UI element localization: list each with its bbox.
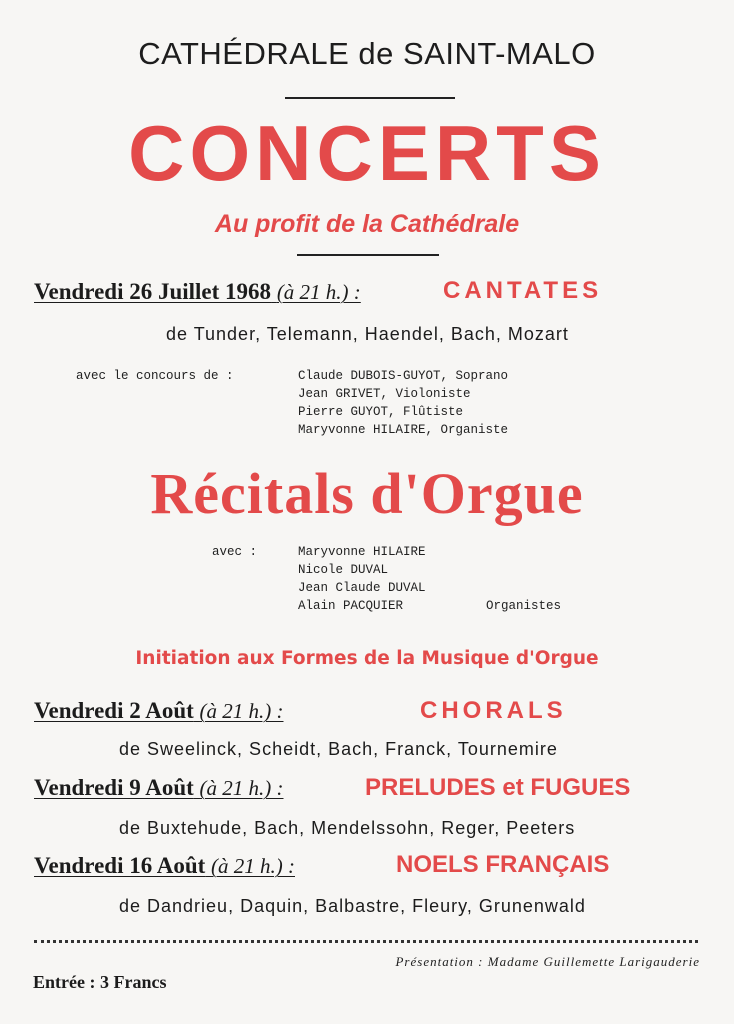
cantates-program: CANTATES bbox=[443, 277, 603, 304]
organist-item: Maryvonne HILAIRE bbox=[298, 545, 426, 559]
cantates-performers bbox=[298, 367, 508, 439]
cantates-date: Vendredi 26 Juillet 1968 bbox=[34, 279, 272, 304]
event-program: PRELUDES et FUGUES bbox=[365, 774, 631, 801]
recitals-with-label: avec : bbox=[212, 545, 258, 559]
event-date: Vendredi 16 Août bbox=[34, 853, 206, 878]
performer-item: Maryvonne HILAIRE, Organiste bbox=[298, 423, 509, 437]
event-date-line bbox=[34, 775, 284, 801]
event-composers: de Dandrieu, Daquin, Balbastre, Fleury, Grunenwald bbox=[119, 896, 586, 916]
cantates-time: (à 21 h.) : bbox=[276, 280, 361, 304]
event-date: Vendredi 9 Août bbox=[34, 775, 194, 800]
presentation-credit: Présentation : Madame Guillemette Larigauderie bbox=[395, 954, 700, 969]
performer-item: Jean GRIVET, Violoniste bbox=[298, 387, 471, 401]
event-program: CHORALS bbox=[420, 697, 567, 724]
organist-item: Jean Claude DUVAL bbox=[298, 581, 426, 595]
event-time: (à 21 h.) : bbox=[211, 854, 295, 878]
performer-item: Pierre GUYOT, Flûtiste bbox=[298, 405, 464, 419]
main-title: CONCERTS bbox=[128, 109, 606, 197]
dotted-divider bbox=[34, 940, 698, 943]
event-date: Vendredi 2 Août bbox=[34, 698, 194, 723]
event-date-line bbox=[34, 853, 295, 879]
recitals-role: Organistes bbox=[486, 599, 562, 613]
event-composers: de Buxtehude, Bach, Mendelssohn, Reger, Peeters bbox=[119, 818, 576, 838]
divider-subtitle bbox=[297, 254, 439, 256]
cantates-composers: de Tunder, Telemann, Haendel, Bach, Mozart bbox=[166, 324, 569, 344]
organist-item: Alain PACQUIER bbox=[298, 599, 404, 613]
event-time: (à 21 h.) : bbox=[199, 699, 284, 723]
recitals-title: Récitals d'Orgue bbox=[150, 461, 584, 526]
event-time: (à 21 h.) : bbox=[199, 776, 284, 800]
venue-title: CATHÉDRALE de SAINT-MALO bbox=[138, 36, 596, 71]
event-date-line bbox=[34, 698, 284, 724]
performer-item: Claude DUBOIS-GUYOT, Soprano bbox=[298, 369, 509, 383]
divider-top bbox=[285, 97, 455, 99]
event-composers: de Sweelinck, Scheidt, Bach, Franck, Tournemire bbox=[119, 739, 558, 759]
organist-item: Nicole DUVAL bbox=[298, 563, 389, 577]
cantates-with-label: avec le concours de : bbox=[76, 369, 234, 383]
subtitle: Au profit de la Cathédrale bbox=[214, 210, 520, 238]
initiation-heading: Initiation aux Formes de la Musique d'Orgue bbox=[135, 648, 599, 669]
entry-price: Entrée : 3 Francs bbox=[33, 972, 167, 992]
cantates-date-line bbox=[34, 279, 361, 305]
event-program: NOELS FRANÇAIS bbox=[396, 851, 610, 878]
recitals-organists bbox=[298, 543, 426, 615]
